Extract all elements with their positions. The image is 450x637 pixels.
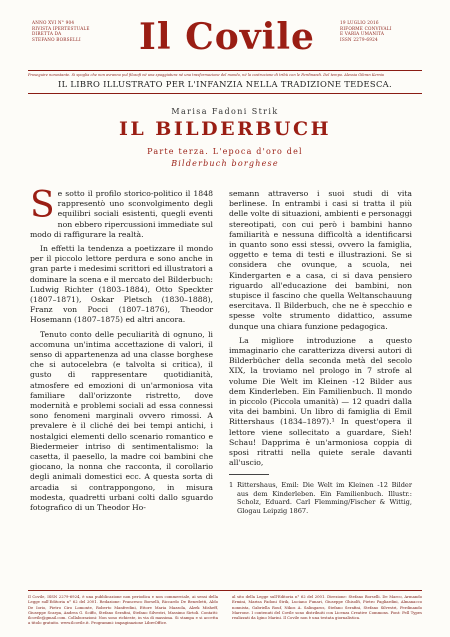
- masthead-left-info: [32, 20, 118, 42]
- article-subtitle-line: Bilderbuch borghese: [171, 159, 279, 168]
- issue-line: 19 LUGLIO 2016: [340, 20, 379, 25]
- colophon-right: al sito della Legge sull'Editoria n° 62 del 2001. Direzione: Stefano Borselli. De Marco, Armando Ermini, Marisa Fadoni Strik, Luciano Funari, Giuseppe Ghisolfi, Pietro Pagliardini, Almanacco nonnista, Gabriella Rouf, Nikos A. Salingaros, Stefano Serafini, Stefano Silvestri, Ferdinando Marrone. I contenuti del Covile sono distribuiti con Licenza Creative Commons. Font: Fell Types realizzati da Igino Marini. Il Covile non è una testata giornalistica.: [232, 594, 422, 621]
- footnote-rule: [229, 474, 269, 475]
- journal-title: Il Covile: [139, 16, 315, 58]
- paragraph: In effetti la tendenza a poetizzare il mondo per il piccolo lettore perdura e sono anche in gran parte i medesimi scrittori ed illustratori a dominare la scena e il mercato del Bilderbuch: Ludwig Richter (1803–1884), Otto Speckter (1807–1871), Oskar Pletsch (1830–1888), Franz von Pocci (1807–1876), Theodor Hosemann (1807–1875) ed altri ancora.: [30, 244, 213, 325]
- issue-line: DIRETTA DA: [32, 31, 62, 37]
- body-column-right: [229, 189, 412, 519]
- subtitle-rule: [28, 93, 422, 94]
- masthead-tagline: Proseguire nonostante. Si spoglia che non avranno pul filosofi né una spaggiatura né una trasformazione del mondo, né la costruzione di tribù con le Ferdinandi. Del tempo. Alessia Gibran Kernia: [28, 73, 384, 77]
- footnote: [229, 481, 412, 515]
- drop-cap: S: [30, 185, 55, 226]
- paragraph: La migliore introduzione a questo immaginario che caratterizza diversi autori di Bilderbücher della seconda metà del secolo XIX, la troviamo nel prologo in 7 strofe al volume Die Welt im Kleinen -12 Bilder aus dem Kinderleben. Ein Familienbuch. Il mondo in piccolo (Piccola umanità) — 12 quadri dalla vita dei bambini. Un libro di famiglia di Emil Rittershaus (1834–1897).¹ In quest'opera il lettore viene sollecitato a guardare, Sieh! Schau! Dapprima è un'armoniosa coppia di sposi ritratti nella quiete serale davanti all'uscio,: [229, 335, 412, 468]
- issue-line: STEFANO BORSELLI: [32, 36, 81, 42]
- issue-line: E VARIA UMANITÀ: [340, 31, 385, 37]
- issue-line: RIFORME CONVIVALI: [340, 25, 392, 31]
- paragraph-text: e sotto il profilo storico-politico il 1848 rappresentò uno sconvolgimento degli equilibri sociali esistenti, quegli eventi non ebbero ripercussioni immediate sul modo di raffigurare la realtà.: [30, 189, 213, 239]
- masthead-right-info: [340, 20, 422, 42]
- article-author: Marisa Fadoni Strik: [171, 107, 279, 116]
- paragraph: semann attraverso i suoi studi di vita berlinese. In entrambi i casi si tratta il più delle volte di situazioni, ambienti e personaggi stereotipati, con cui però i bambini hanno familiarità e nessuna difficoltà a identificarsi in quanto sono essi stessi, ovvero la famiglia, oggetto e tema di testi e illustrazioni. Se si considera che ovunque, a scuola, nei Kindergarten e a casa, ci si dava pensiero riguardo all'educazione dei bambini, non stupisce il fascino che quella Weltanschauung esercitava. Il Bilderbuch, che ne è specchio e spesse volte strumento didattico, assume dunque una chiara funzione pedagogica.: [229, 189, 412, 331]
- issue-line: ANNO XVI N° 904: [32, 20, 75, 25]
- body-column-left: [30, 185, 213, 517]
- footnote-text: Rittershaus, Emil: Die Welt im Kleinen -12 Bilder aus dem Kinderleben. Ein Familienbuch. Illustr.: Scholz, Eduard. Carl Flemming/Fischer & Wittig, Glogau Leipzig 1867.: [237, 480, 412, 515]
- masthead-rule: [28, 70, 422, 71]
- issue-line: RIVISTA IPERTESTUALE: [32, 25, 90, 31]
- colophon-left: Il Covile, ISSN 2279-6924, è una pubblicazione non periodica e non commerciale, ai sensi della Legge sull'Editoria n° 62 del 2001. Redazione: Francesco Borselli, Riccardo De Benedetti, Aldo De Iorio, Pietro Ciro Lomonte, Roberto Manfredini, Ettore Maria Mazzola, Alzek Misheff, Giuseppe Scarpa, Andrea G. Sciffo, Stefano Serafini, Stefano Silvestri, Massimo Sirtoli. Contatti: ilcovile@gmail.com. Collaborazioni: Non sono richieste, in via di massima. Si stampa e si accetta a titolo gratuito. www.ilcovile.it. Programmi: impaginazione LibreOffice.: [28, 594, 218, 626]
- footnote-number: 1: [229, 480, 234, 489]
- paragraph: [30, 185, 213, 240]
- article-subtitle-line: Parte terza. L'epoca d'oro del: [147, 147, 303, 156]
- issue-subtitle: IL LIBRO ILLUSTRATO PER L'INFANZIA NELLA TRADIZIONE TEDESCA.: [58, 79, 392, 89]
- article-title: IL BILDERBUCH: [118, 118, 332, 140]
- masthead: [28, 16, 422, 77]
- paragraph: Tenuto conto delle peculiarità di ognuno, li accomuna un'intima accettazione di valori, il senso di appartenenza ad una classe borghese che si autocelebra (e talvolta si critica), il gusto di rappresentare quotidianità, atmosfere ed emozioni di un'armoniosa vita familiare dall'orizzonte ristretto, dove modernità e problemi sociali ad essa connessi sono fenomeni marginali ovvero rimossi. A prevalere è il cliché dei bei tempi antichi, i nostalgici elementi dello scenario romantico e Biedermeier intriso di sentimentalismo: la casetta, il paesello, la madre coi bambini che giocano, la nonna che racconta, il corollario degli animali domestici ecc. A questa sorta di arcadia si contrappongono, in misura modesta, quadretti urbani colti dallo sguardo fotografico di un Theodor Ho-: [30, 329, 213, 513]
- issue-line: ISSN 2279-6924: [340, 36, 378, 42]
- article-subtitle: [0, 146, 450, 170]
- colophon: [28, 590, 422, 629]
